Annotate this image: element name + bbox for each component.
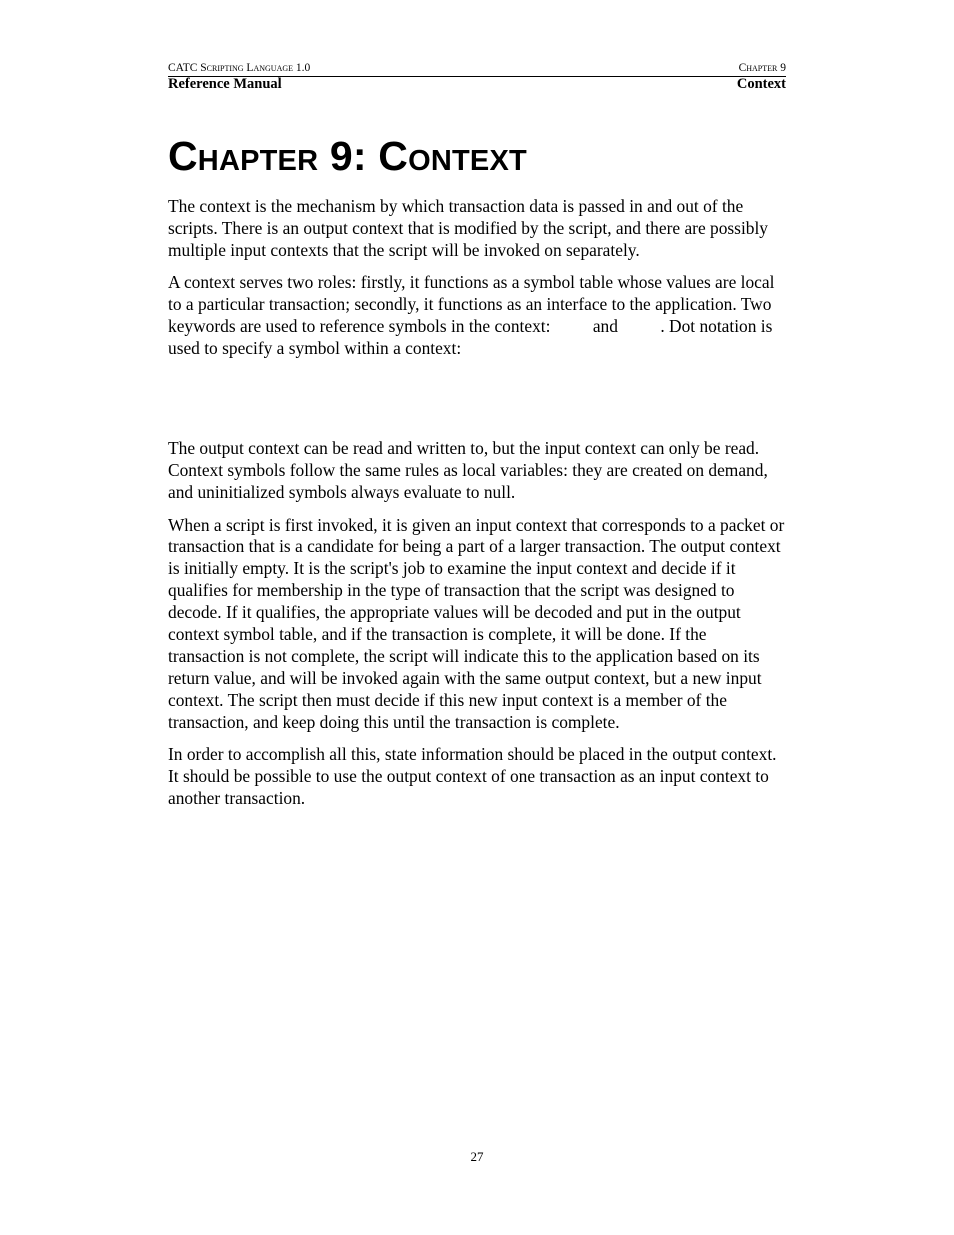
running-header	[168, 61, 786, 92]
page-number: 27	[470, 1149, 484, 1164]
paragraph-state-info: In order to accomplish all this, state information should be placed in the output context. It should be possible to use the output context of one transaction as an input context to another transaction.	[168, 744, 777, 808]
chapter-title: Chapter 9: Context	[168, 133, 527, 179]
roles-text-before: A context serves two roles: firstly, it functions as a symbol table whose values are local to a particular transaction; secondly, it functions as an interface to the application. Two keywords are used to reference symbols in the context:	[168, 272, 775, 337]
header-book-title: CATC Scripting Language 1.0	[168, 62, 311, 74]
header-top-row	[168, 61, 786, 75]
paragraph-context-intro: The context is the mechanism by which transaction data is passed in and out of the scripts. There is an output context that is modified by the script, and there are possibly multiple input contexts that the script will be invoked on separately.	[168, 196, 769, 260]
roles-text-and: and	[592, 316, 618, 337]
header-manual-name: Reference Manual	[168, 76, 282, 92]
header-bottom-row	[168, 77, 786, 92]
code-example-area	[168, 370, 786, 438]
paragraph-context-roles	[168, 272, 786, 360]
header-chapter-number: Chapter 9	[738, 62, 786, 74]
roles-text-after: . Dot notation is used to specify a symbol within a context:	[168, 316, 773, 358]
header-chapter-name: Context	[736, 76, 786, 92]
paragraph-invocation: When a script is first invoked, it is given an input context that corresponds to a packet or transaction that is a candidate for being a part of a larger transaction. The output context is initially empty. It is the script's job to examine the input context and decide if it qualifies for membership in the type of transaction that the script was designed to decode. If it qualifies, the appropriate values will be decoded and put in the output context symbol table, and if the transaction is complete, it will be done. If the transaction is not complete, the script will indicate this to the application based on its return value, and will be invoked again with the same output context, but a new input context. The script then must decide if this new input context is a member of the transaction, and keep doing this until the transaction is complete.	[168, 514, 785, 732]
body-text	[168, 196, 786, 820]
paragraph-read-write: The output context can be read and written to, but the input context can only be read. Context symbols follow the same rules as local variables: they are created on demand, and uninitialized symbols always evaluate to null.	[168, 438, 768, 503]
